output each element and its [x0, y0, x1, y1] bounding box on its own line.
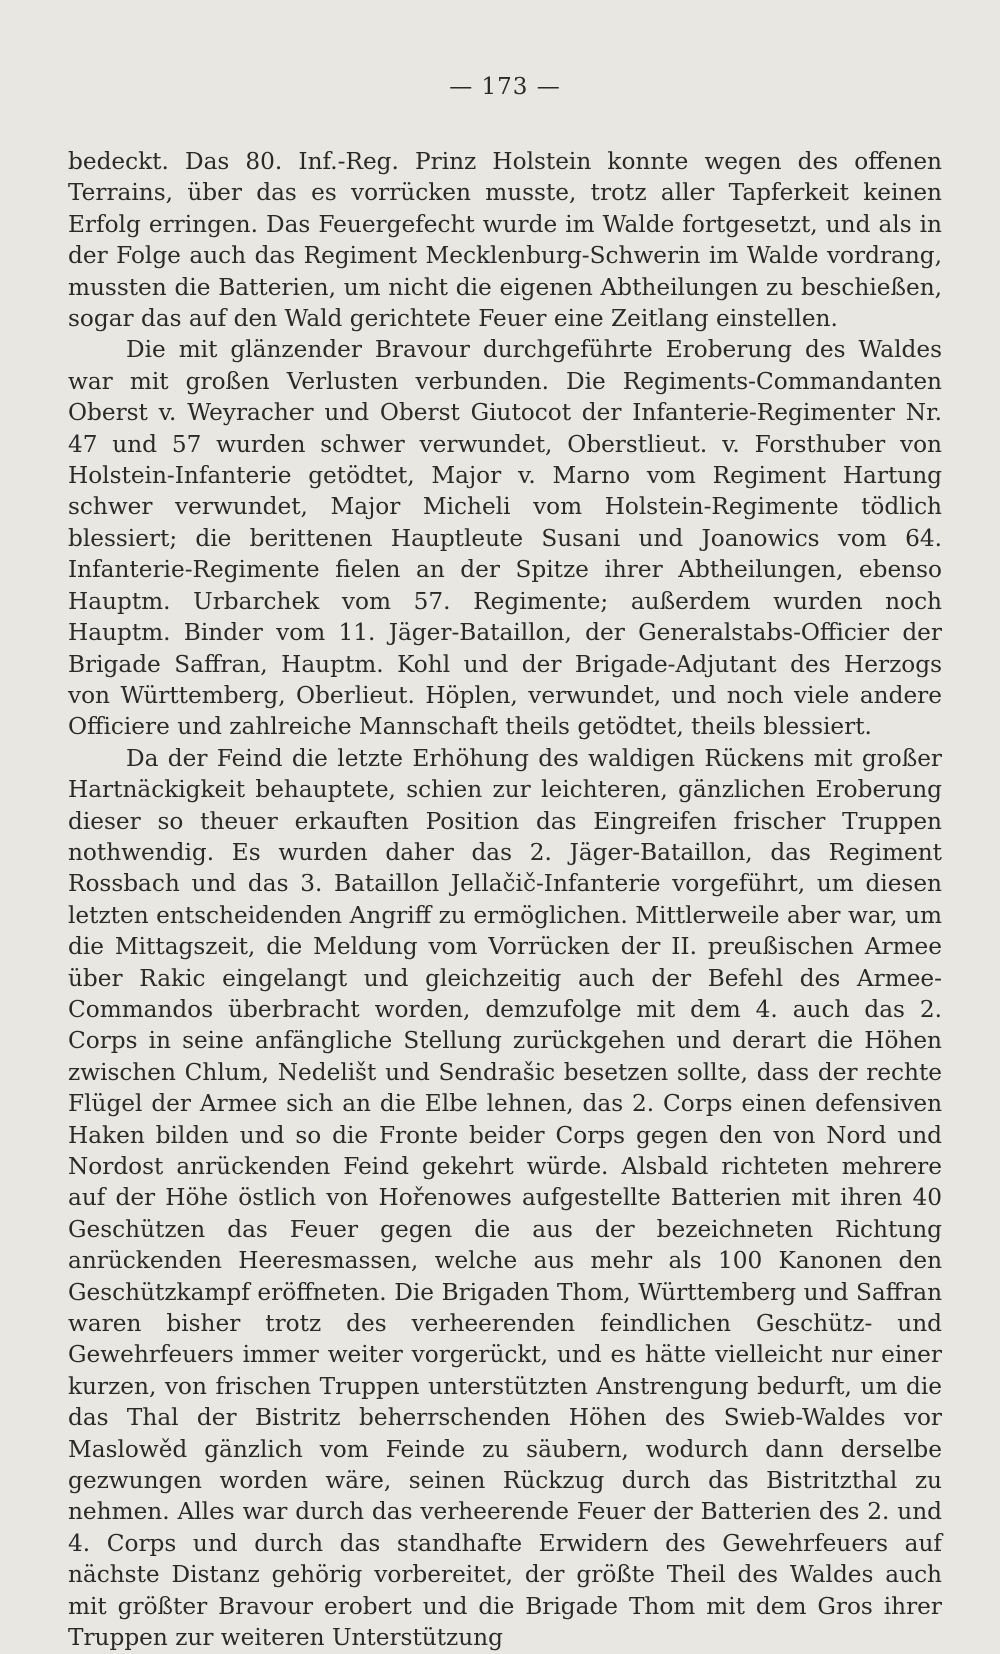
body-text — [68, 146, 942, 1654]
paragraph-3: Da der Feind die letzte Erhöhung des waldigen Rückens mit großer Hartnäckigkeit behauptete, schien zur leichteren, gänzlichen Eroberung dieser so theuer erkauften Position das Eingreifen frischer Truppen nothwendig. Es wurden daher das 2. Jäger-Bataillon, das Regiment Rossbach und das 3. Bataillon Jellačič-Infanterie vorgeführt, um diesen letzten entscheidenden Angriff zu ermöglichen. Mittlerweile aber war, um die Mittagszeit, die Meldung vom Vorrücken der II. preußischen Armee über Rakic eingelangt und gleichzeitig auch der Befehl des Armee-Commandos überbracht worden, demzufolge mit dem 4. auch das 2. Corps in seine anfängliche Stellung zurückgehen und derart die Höhen zwischen Chlum, Nedelišt und Sendrašic besetzen sollte, dass der rechte Flügel der Armee sich an die Elbe lehnen, das 2. Corps einen defensiven Haken bilden und so die Fronte beider Corps gegen den von Nord und Nordost anrückenden Feind gekehrt würde. Alsbald richteten mehrere auf der Höhe östlich von Hořenowes aufgestellte Batterien mit ihren 40 Geschützen das Feuer gegen die aus der bezeichneten Richtung anrückenden Heeresmassen, welche aus mehr als 100 Kanonen den Geschützkampf eröffneten. Die Brigaden Thom, Württemberg und Saffran waren bisher trotz des verheerenden feindlichen Geschütz- und Gewehrfeuers immer weiter vorgerückt, und es hätte vielleicht nur einer kurzen, von frischen Truppen unterstützten Anstrengung bedurft, um die das Thal der Bistritz beherrschenden Höhen des Swieb-Waldes vor Maslowěd gänzlich vom Feinde zu säubern, wodurch dann derselbe gezwungen worden wäre, seinen Rückzug durch das Bistritzthal zu nehmen. Alles war durch das verheerende Feuer der Batterien des 2. und 4. Corps und durch das standhafte Erwidern des Gewehrfeuers auf nächste Distanz gehörig vorbereitet, der größte Theil des Waldes auch mit größter Bravour erobert und die Brigade Thom mit dem Gros ihrer Truppen zur weiteren Unterstützung — [68, 744, 942, 1652]
page-number: — 173 — — [449, 74, 561, 100]
paragraph-1: bedeckt. Das 80. Inf.-Reg. Prinz Holstein konnte wegen des offenen Terrains, über das es vorrücken musste, trotz aller Tapferkeit keinen Erfolg erringen. Das Feuergefecht wurde im Walde fortgesetzt, und als in der Folge auch das Regiment Mecklenburg-Schwerin im Walde vordrang, mussten die Batterien, um nicht die eigenen Abtheilungen zu beschießen, sogar das auf den Wald gerichtete Feuer eine Zeitlang einstellen. — [68, 148, 942, 333]
paragraph-2: Die mit glänzender Bravour durchgeführte Eroberung des Waldes war mit großen Verlusten verbunden. Die Regiments-Commandanten Oberst v. Weyracher und Oberst Giutocot der Infanterie-Regimenter Nr. 47 und 57 wurden schwer verwundet, Oberstlieut. v. Forsthuber von Holstein-Infanterie getödtet, Major v. Marno vom Regiment Hartung schwer verwundet, Major Micheli vom Holstein-Regimente tödlich blessiert; die berittenen Hauptleute Susani und Joanowics vom 64. Infanterie-Regimente fielen an der Spitze ihrer Abtheilungen, ebenso Hauptm. Urbarchek vom 57. Regimente; außerdem wurden noch Hauptm. Binder vom 11. Jäger-Bataillon, der Generalstabs-Officier der Brigade Saffran, Hauptm. Kohl und der Brigade-Adjutant des Herzogs von Württemberg, Oberlieut. Höplen, verwundet, und noch viele andere Officiere und zahlreiche Mannschaft theils getödtet, theils blessiert. — [68, 336, 942, 741]
